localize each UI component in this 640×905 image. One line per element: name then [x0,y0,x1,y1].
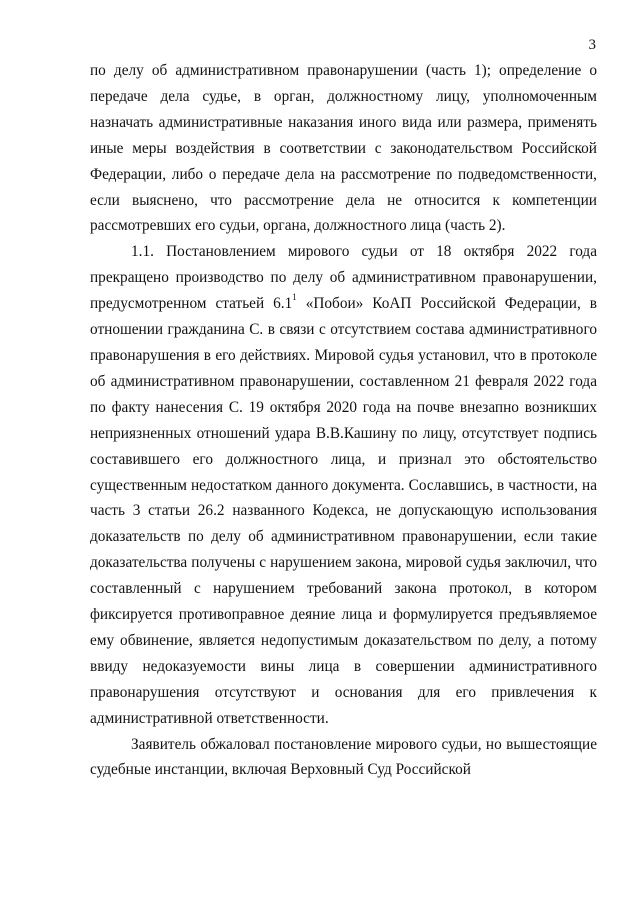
document-body [90,58,597,783]
page-number: 3 [588,37,596,53]
article-superscript: 1 [292,292,297,303]
paragraph-1-1-text-after: «Побои» КоАП Российской Федерации, в отношении гражданина С. в связи с отсутствием состава административного правонарушения в его действиях. Мировой судья установил, что в протоколе об административном правонарушении, составленном 21 февраля 2022 года по факту нанесения С. 19 октября 2020 года на почве внезапно возникших неприязненных отношений удара В.В.Кашину по лицу, отсутствует подпись составившего его должностного лица, и признал это обстоятельство существенным недостатком данного документа. Сославшись, в частности, на часть 3 статьи 26.2 названного Кодекса, не допускающую использования доказательств по делу об административном правонарушении, если такие доказательства получены с нарушением закона, мировой судья заключил, что составленный с нарушением требований закона протокол, в котором фиксируется противоправное деяние лица и формулируется предъявляемое ему обвинение, является недопустимым доказательством по делу, а потому ввиду недоказуемости вины лица в совершении административного правонарушения отсутствуют и основания для его привлечения к административной ответственности. [90,295,598,727]
paragraph-appeal: Заявитель обжаловал постановление мирового судьи, но вышестоящие судебные инстанции, включая Верховный Суд Российской [90,735,597,779]
paragraph-continuation: по делу об административном правонарушении (часть 1); определение о передаче дела судье, в орган, должностному лицу, уполномоченным назначать административные наказания иного вида или размера, применять иные меры воздействия в соответствии с законодательством Российской Федерации, либо о передаче дела на рассмотрение по подведомственности, если выяснено, что рассмотрение дела не относится к компетенции рассмотревших его судьи, органа, должностного лица (часть 2). [90,62,597,235]
paragraph-1-1 [90,239,597,731]
paragraph-1-1-text-before: 1.1. Постановлением мирового судьи от 18 октября 2022 года прекращено производство по делу об административном правонарушении, предусмотренном статьей 6.1 [90,243,597,313]
